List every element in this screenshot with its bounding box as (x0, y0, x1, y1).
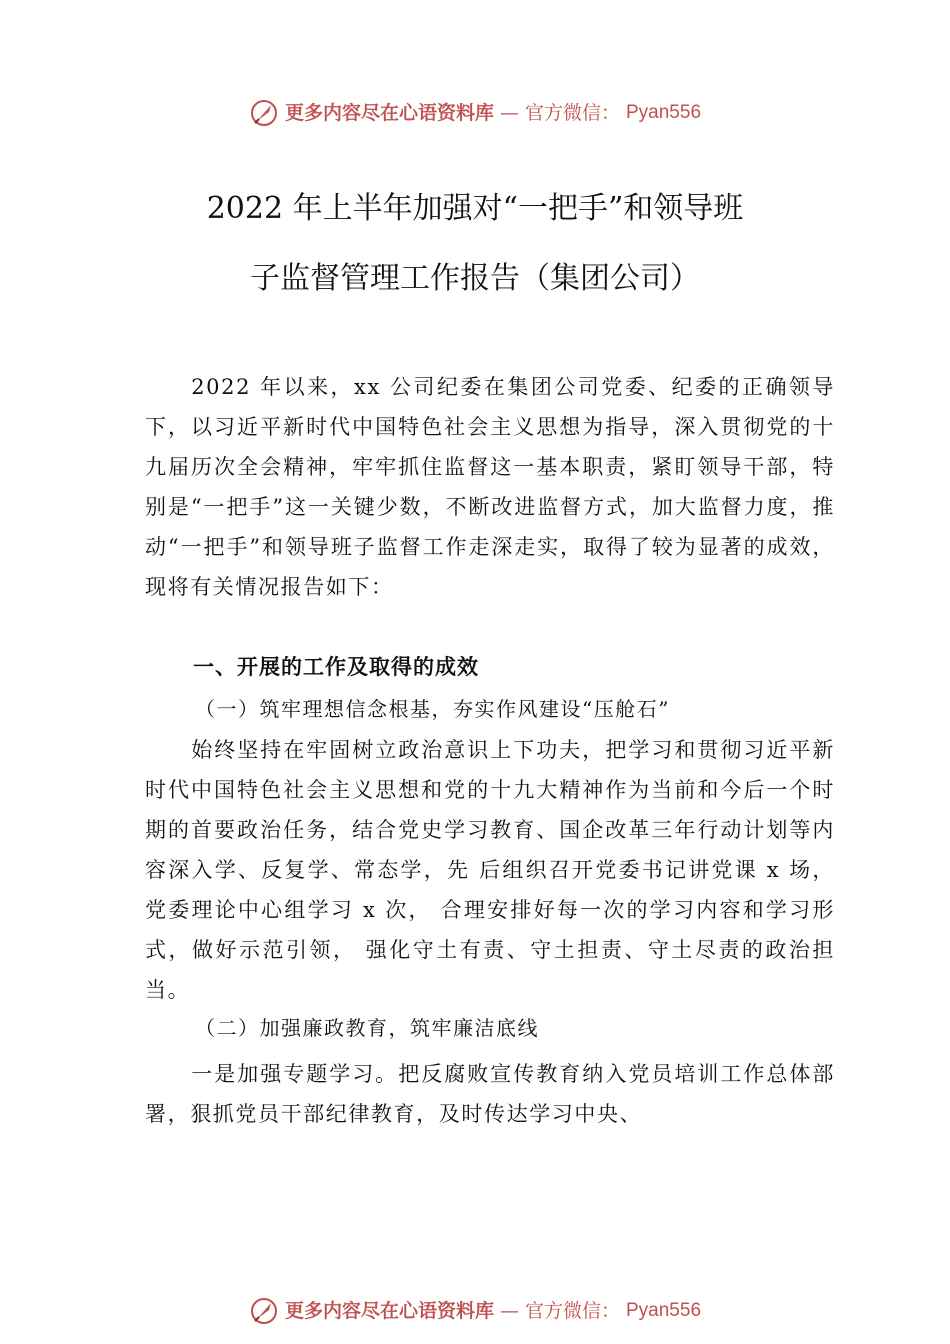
watermark-brand: 更多内容尽在心语资料库 (284, 1300, 494, 1322)
quill-pen-logo-icon (249, 1296, 279, 1326)
quill-pen-logo-icon (249, 98, 279, 128)
sub-paragraph-1: 始终坚持在牢固树立政治意识上下功夫，把学习和贯彻习近平新时代中国特色社会主义思想和党的十九大精神作为当前和今后一个时期的首要政治任务，结合党史学习教育、国企改革三年行动计划等内容深入学、反复学、常态学，先 后组织召开党委书记讲党课 x 场，党委理论中心组学习 x 次， 合理安排好每一次的学习内容和学习形式，做好示范引领， 强化守土有责、守土担责、守土尽责的政治担当。 (145, 738, 835, 1002)
watermark-official-label: 官方微信： (524, 102, 620, 124)
watermark-dash: — (499, 1300, 519, 1322)
sub-heading-1: （一）筑牢理想信念根基，夯实作风建设“压舱石” (195, 697, 670, 721)
title-line-1: 2022 年上半年加强对“一把手”和领导班 (206, 191, 744, 226)
intro-paragraph: 2022 年以来，xx 公司纪委在集团公司党委、纪委的正确领导下，以习近平新时代中国特色社会主义思想为指导，深入贯彻党的十九届历次全会精神，牢牢抓住监督这一基本职责，紧盯领导干部，特别是“一把手”这一关键少数，不断改进监督方式，加大监督力度，推动“一把手”和领导班子监督工作走深走实，取得了较为显著的成效，现将有关情况报告如下： (145, 375, 835, 599)
title-line-2: 子监督管理工作报告（集团公司） (250, 261, 700, 296)
section-heading-1: 一、开展的工作及取得的成效 (193, 655, 479, 679)
watermark-brand: 更多内容尽在心语资料库 (284, 102, 494, 124)
watermark-wechat-id: Pyan556 (626, 1300, 702, 1321)
watermark-official-label: 官方微信： (524, 1300, 620, 1322)
watermark-dash: — (499, 102, 519, 124)
sub-heading-2: （二）加强廉政教育，筑牢廉洁底线 (195, 1016, 539, 1040)
watermark-footer (0, 1296, 950, 1326)
watermark-header (0, 98, 950, 128)
sub-paragraph-2: 一是加强专题学习。把反腐败宣传教育纳入党员培训工作总体部署，狠抓党员干部纪律教育，及时传达学习中央、 (145, 1062, 835, 1126)
watermark-wechat-id: Pyan556 (626, 102, 702, 123)
